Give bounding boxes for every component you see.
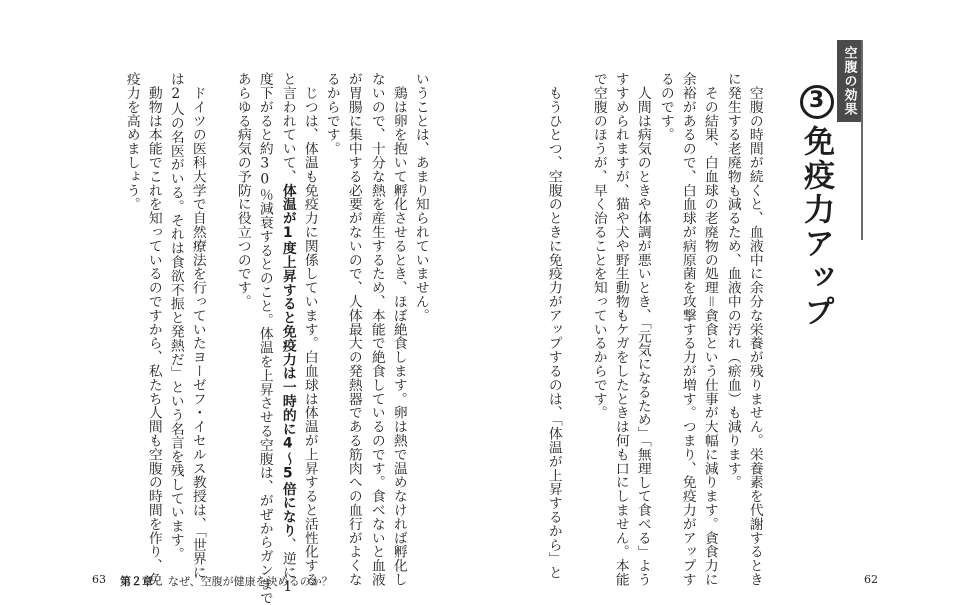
heading-number-badge: 3: [800, 85, 834, 119]
emphasis-phrase: 体温が1度上昇すると免疫力は一時的に4～5倍になり: [279, 183, 296, 538]
section-tab-rule: [861, 40, 863, 240]
right-col-6: 人間は病気のときや体調が悪いとき、「元気になるため」「無理して食べる」よう: [634, 72, 651, 587]
left-col-7-tail: 、逆に1: [279, 537, 296, 596]
left-col-6: じつは、体温も免疫力に関係しています。白血球は体温が上昇すると活性化する: [301, 72, 318, 587]
left-page-number: 63: [92, 573, 106, 586]
left-col-12: ドイツの医科大学で自然療法を行っていたヨーゼフ・イセルス教授は、「世界に: [189, 72, 206, 580]
left-col-9: あらゆる病気の予防に役立つのです。: [234, 72, 251, 309]
right-col-4: 余裕があるので、白血球が病原菌を攻撃する力が増す。つまり、免疫力がアップす: [679, 72, 696, 587]
left-col-2: 鶏は卵を抱いて孵化させるとき、ほぼ絶食します。卵は熱で温めなければ孵化し: [390, 72, 407, 587]
chapter-label: 第２章: [120, 575, 153, 588]
right-col-7: すすめられますが、猫や犬や野生動物もケガをしたときは何も口にしません。本能: [612, 72, 629, 587]
left-col-7-lead: と言われていて、: [279, 72, 296, 184]
left-col-1: いうことは、あまり知られていません。: [412, 72, 429, 323]
right-col-1: 空腹の時間が続くと、血液中に余分な栄養が残りません。栄養素を代謝するとき: [746, 72, 763, 587]
left-col-15: 疫力を高めましょう。: [123, 72, 140, 211]
left-col-14: 動物は本能でこれを知っているのですから、私たち人間も空腹の時間を作り、免: [145, 72, 162, 587]
right-col-10: もうひとつ、空腹のときに免疫力がアップするのは、「体温が上昇するから」と: [545, 72, 562, 580]
left-col-4: が胃腸に集中する必要がないので、人体最大の発熱器である筋肉への血行がよくな: [345, 72, 362, 587]
left-col-7: [280, 72, 294, 595]
right-col-8: で空腹のほうが、早く治ることを知っているからです。: [590, 72, 607, 420]
heading-text: 免疫力アップ: [798, 125, 834, 329]
chapter-title: なぜ、空腹が健康を決めるのか？: [168, 575, 333, 588]
right-col-5: るのです。: [657, 72, 674, 142]
left-col-3: ないので、十分な熱を産生するため、本能で絶食しているのです。食べないと血液: [368, 72, 385, 587]
left-col-13: は2人の名医がいる。それは食欲不振と発熱だ」という名言を残しています。: [167, 72, 184, 561]
left-col-8: 度下がると約30％減衰するとのこと。体温を上昇させる空腹は、がぜからガンまで: [256, 72, 273, 605]
section-heading: [794, 85, 839, 329]
right-col-2: に発生する老廃物も減るため、血液中の汚れ（瘀血）も減ります。: [724, 72, 741, 489]
left-col-5: るからです。: [323, 72, 340, 156]
right-col-3: その結果、白血球の老廃物の処理＝貪食という仕事が大幅に減ります。貪食力に: [701, 72, 718, 587]
right-page-number: 62: [864, 573, 878, 586]
section-tab: 空腹の効果: [837, 40, 861, 122]
